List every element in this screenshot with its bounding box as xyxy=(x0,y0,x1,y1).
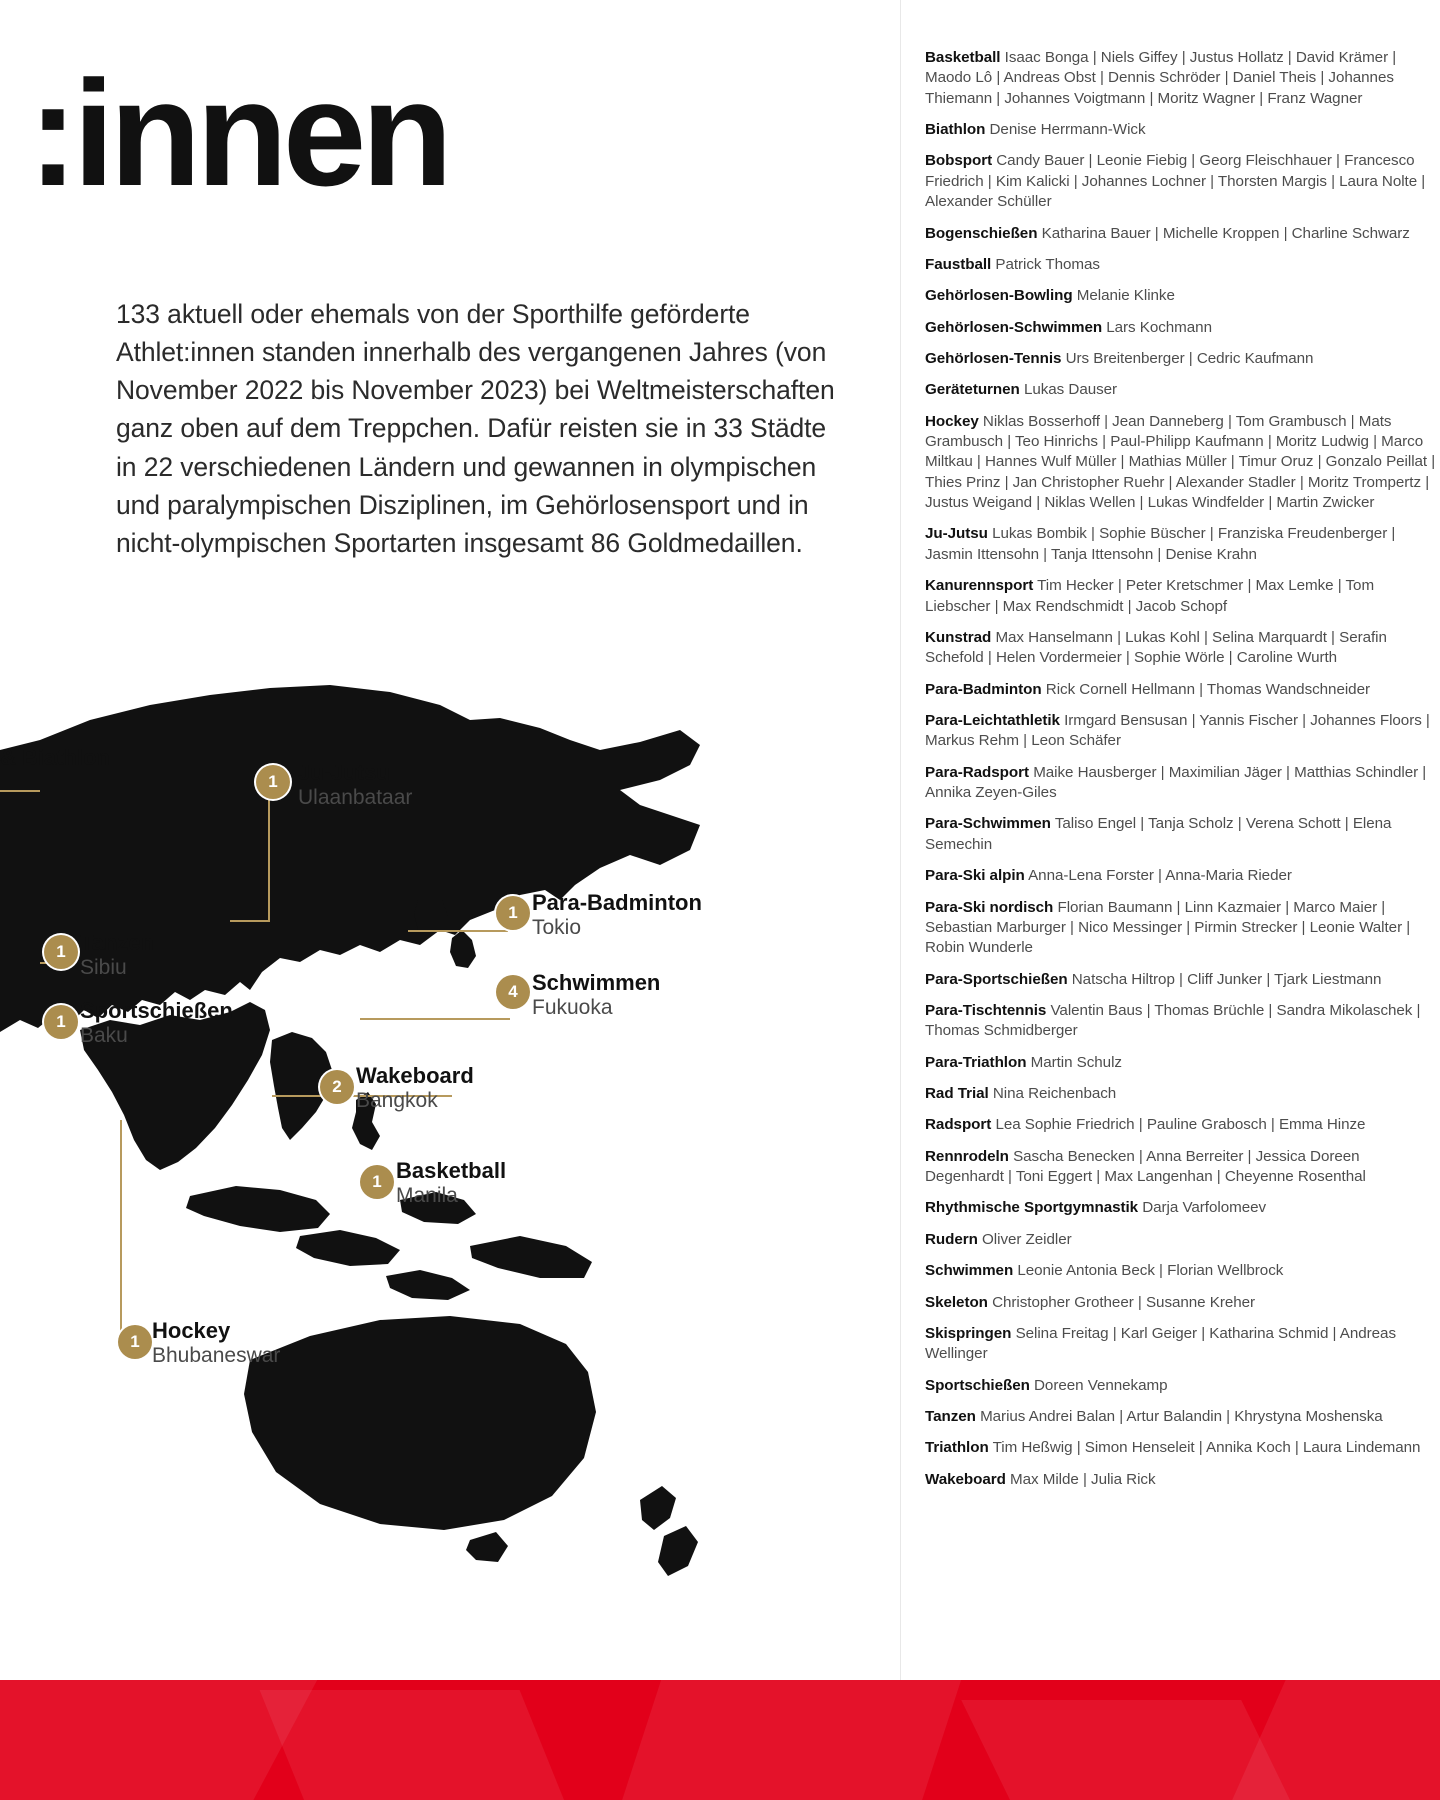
athlete-list-item xyxy=(925,898,1440,959)
athlete-list-item xyxy=(925,1053,1440,1073)
sport-name: Gehörlosen-Bowling xyxy=(925,287,1073,305)
athlete-list-item xyxy=(925,1198,1440,1218)
map-marker-tanzen[interactable] xyxy=(44,935,78,969)
map-marker-count: 4 xyxy=(508,982,518,1001)
sport-name: Wakeboard xyxy=(925,1470,1006,1488)
map-marker-schwimmen[interactable] xyxy=(496,975,530,1009)
sport-name: Faustball xyxy=(925,255,992,273)
map-label-sport: Hockey xyxy=(152,1318,231,1343)
athlete-names: Leonie Antonia Beck | Florian Wellbrock xyxy=(1017,1262,1284,1280)
map-label-para-badminton xyxy=(532,890,702,941)
athlete-names: Doreen Vennekamp xyxy=(1034,1376,1168,1394)
page-title: :innen xyxy=(28,49,448,217)
leader-line xyxy=(408,930,508,932)
sport-name: Para-Triathlon xyxy=(925,1053,1027,1071)
athlete-names: Lukas Bombik | Sophie Büscher | Franziska Freudenberger | Jasmin Ittensohn | Tanja Ittensohn | Denise Krahn xyxy=(925,525,1396,563)
sport-name: Kunstrad xyxy=(925,628,992,646)
athlete-names: Anna-Lena Forster | Anna-Maria Rieder xyxy=(1028,867,1292,885)
athlete-names: Candy Bauer | Leonie Fiebig | Georg Fleischhauer | Francesco Friedrich | Kim Kalicki | Johannes Lochner | Thorsten Margis | Laura Nolte | Alexander Schüller xyxy=(925,152,1426,211)
column-divider xyxy=(900,0,901,1680)
athlete-list-item xyxy=(925,1001,1440,1042)
athlete-names: Selina Freitag | Karl Geiger | Katharina Schmid | Andreas Wellinger xyxy=(925,1324,1396,1363)
athlete-names: Natscha Hiltrop | Cliff Junker | Tjark Liestmann xyxy=(1071,970,1382,988)
map-label-sport: Basketball xyxy=(396,1158,507,1183)
map-marker-count: 1 xyxy=(56,942,66,961)
leader-line xyxy=(268,800,270,920)
sport-name: Biathlon xyxy=(925,121,986,139)
map-label-sport: Ju-Jutsu xyxy=(298,760,390,785)
athlete-names: Isaac Bonga | Niels Giffey | Justus Hollatz | David Krämer | Maodo Lô | Andreas Obst | Dennis Schröder | Daniel Theis | Johannes Thiemann | Johannes Voigtmann | Moritz Wagner | Franz Wagner xyxy=(925,49,1397,107)
sport-name: Ju-Jutsu xyxy=(925,525,988,543)
athlete-list-item xyxy=(925,1438,1440,1458)
athlete-names: Niklas Bosserhoff | Jean Danneberg | Tom Grambusch | Mats Grambusch | Teo Hinrichs | Paul-Philipp Kaufmann | Moritz Ludwig | Marco Miltkau | Hannes Wulf Müller | Mathias Müller | Timur Oruz | Gonzalo Peillat | Thies Prinz | Jan Christopher Ruehr | Alexander Stadler | Moritz Trompertz | Justus Weigand | Niklas Wellen | Lukas Windfelder | Martin Zwicker xyxy=(925,412,1436,512)
athlete-names: Sascha Benecken | Anna Berreiter | Jessica Doreen Degenhardt | Toni Eggert | Max Langenhan | Cheyenne Rosenthal xyxy=(925,1147,1366,1186)
athlete-list-item xyxy=(925,1115,1440,1135)
athlete-names: Lea Sophie Friedrich | Pauline Grabosch | Emma Hinze xyxy=(995,1116,1366,1134)
map-marker-ju-jutsu[interactable] xyxy=(256,765,290,799)
sport-name: Tanzen xyxy=(925,1407,976,1425)
world-map xyxy=(0,600,900,1680)
footer-facet xyxy=(609,1680,971,1800)
map-marker-count: 1 xyxy=(56,1012,66,1031)
athlete-names: Lars Kochmann xyxy=(1106,318,1212,336)
athlete-list-item xyxy=(925,318,1440,338)
sport-name: Para-Radsport xyxy=(925,763,1030,781)
sport-name: Rad Trial xyxy=(925,1085,989,1103)
athlete-list-item xyxy=(925,680,1440,700)
leader-line xyxy=(0,790,40,792)
athlete-list-item xyxy=(925,524,1440,565)
athlete-list-item xyxy=(925,1324,1440,1365)
map-label-city: Fukuoka xyxy=(532,995,613,1019)
map-label-city: Tokio xyxy=(532,915,582,939)
athlete-list-item xyxy=(925,1147,1440,1188)
athlete-list-item xyxy=(925,255,1440,275)
athlete-names: Maike Hausberger | Maximilian Jäger | Matthias Schindler | Annika Zeyen-Giles xyxy=(925,763,1427,802)
map-marker-para-badminton[interactable] xyxy=(496,896,530,930)
athlete-list-item xyxy=(925,1407,1440,1427)
athlete-names: Florian Baumann | Linn Kazmaier | Marco Maier | Sebastian Marburger | Nico Messinger | Pirmin Strecker | Leonie Walter | Robin Wunderle xyxy=(925,898,1411,957)
sport-name: Gehörlosen-Tennis xyxy=(925,349,1062,367)
sport-name: Triathlon xyxy=(925,1439,989,1457)
sport-name: Para-Tischtennis xyxy=(925,1001,1047,1019)
athlete-names: Irmgard Bensusan | Yannis Fischer | Johannes Floors | Markus Rehm | Leon Schäfer xyxy=(925,711,1430,750)
athlete-list-item xyxy=(925,970,1440,990)
sport-name: Radsport xyxy=(925,1116,992,1134)
sport-name: Bogenschießen xyxy=(925,224,1038,242)
athlete-names: Lukas Dauser xyxy=(1023,381,1118,399)
map-label-city: Baku xyxy=(80,1023,128,1047)
athlete-names: Nina Reichenbach xyxy=(992,1085,1117,1103)
athlete-names: Urs Breitenberger | Cedric Kaufmann xyxy=(1065,349,1314,367)
footer-facet xyxy=(260,1690,601,1800)
athlete-names: Tim Hecker | Peter Kretschmer | Max Lemke | Tom Liebscher | Max Rendschmidt | Jacob Schopf xyxy=(925,577,1375,615)
sport-name: Kanurennsport xyxy=(925,577,1034,595)
sport-name: Rennrodeln xyxy=(925,1147,1009,1165)
athlete-list-item xyxy=(925,814,1440,855)
sport-name: Skeleton xyxy=(925,1293,988,1311)
map-label-biathlon xyxy=(0,745,110,771)
athlete-list-item xyxy=(925,120,1440,140)
athlete-names: Christopher Grotheer | Susanne Kreher xyxy=(992,1293,1256,1311)
sport-name: Para-Ski alpin xyxy=(925,867,1025,885)
sport-name: Para-Sportschießen xyxy=(925,970,1068,988)
map-marker-wakeboard[interactable] xyxy=(320,1070,354,1104)
map-label-sport: Sportschießen xyxy=(80,998,233,1023)
map-label-sport: Para-Badminton xyxy=(532,890,702,915)
athlete-list-item xyxy=(925,286,1440,306)
athlete-names: Marius Andrei Balan | Artur Balandin | Khrystyna Moshenska xyxy=(980,1407,1383,1425)
athlete-list-item xyxy=(925,1376,1440,1396)
sport-name: Para-Ski nordisch xyxy=(925,898,1054,916)
athlete-list-item xyxy=(925,763,1440,804)
sport-name: Skispringen xyxy=(925,1324,1012,1342)
sport-name: Para-Schwimmen xyxy=(925,815,1051,833)
map-label-basketball xyxy=(396,1158,506,1209)
leader-line xyxy=(230,920,270,922)
map-marker-count: 1 xyxy=(130,1332,140,1351)
athlete-names: Oliver Zeidler xyxy=(982,1230,1072,1248)
map-marker-count: 1 xyxy=(508,903,518,922)
map-label-wakeboard xyxy=(356,1063,474,1114)
map-label-sport: Tanzen xyxy=(80,930,155,955)
athlete-list-item xyxy=(925,1293,1440,1313)
sport-name: Gehörlosen-Schwimmen xyxy=(925,318,1103,336)
map-marker-basketball[interactable] xyxy=(360,1165,394,1199)
map-label-tanzen xyxy=(80,930,154,981)
athlete-names: Patrick Thomas xyxy=(995,255,1100,273)
map-label-sport: Wakeboard xyxy=(356,1063,474,1088)
sport-name: Rudern xyxy=(925,1230,978,1248)
athlete-names: Max Hanselmann | Lukas Kohl | Selina Marquardt | Serafin Schefold | Helen Vordermeier | Sophie Wörle | Caroline Wurth xyxy=(925,628,1387,667)
footer-band xyxy=(0,1680,1440,1800)
leader-line xyxy=(360,1018,510,1020)
athlete-names: Tim Heßwig | Simon Henseleit | Annika Koch | Laura Lindemann xyxy=(992,1439,1421,1457)
sport-name: Hockey xyxy=(925,412,979,430)
map-label-sportschiessen xyxy=(80,998,233,1049)
athlete-list-item xyxy=(925,48,1440,109)
athlete-list-item xyxy=(925,380,1440,400)
map-label-sport: Schwimmen xyxy=(532,970,661,995)
athlete-list-item xyxy=(925,1084,1440,1104)
athlete-names: Melanie Klinke xyxy=(1076,287,1175,305)
map-label-city: Manila xyxy=(396,1183,458,1207)
sport-name: Para-Badminton xyxy=(925,680,1042,698)
map-label-city: Bangkok xyxy=(356,1088,438,1112)
map-label-city: Ulaanbataar xyxy=(298,785,413,809)
map-marker-count: 2 xyxy=(332,1077,342,1096)
athlete-names: Katharina Bauer | Michelle Kroppen | Charline Schwarz xyxy=(1041,224,1410,242)
sport-name: Bobsport xyxy=(925,152,993,170)
athlete-names: Martin Schulz xyxy=(1030,1053,1122,1071)
sport-name: Rhythmische Sportgymnastik xyxy=(925,1199,1139,1217)
map-label-schwimmen xyxy=(532,970,660,1021)
sport-name: Para-Leichtathletik xyxy=(925,711,1060,729)
athlete-list xyxy=(925,48,1440,1668)
map-label-hockey xyxy=(152,1318,280,1369)
leader-line xyxy=(120,1120,122,1350)
map-label-city: Sibiu xyxy=(80,955,127,979)
map-label-ju-jutsu xyxy=(298,760,412,811)
athlete-list-item xyxy=(925,866,1440,886)
athlete-list-item xyxy=(925,628,1440,669)
athlete-list-item xyxy=(925,1261,1440,1281)
athlete-list-item xyxy=(925,576,1440,617)
athlete-names: Rick Cornell Hellmann | Thomas Wandschneider xyxy=(1045,680,1370,698)
athlete-list-item xyxy=(925,151,1440,212)
athlete-list-item xyxy=(925,1470,1440,1490)
map-label-city: Bhubaneswar xyxy=(152,1343,281,1367)
athlete-list-item xyxy=(925,349,1440,369)
athlete-names: Darja Varfolomeev xyxy=(1142,1199,1267,1217)
athlete-names: Taliso Engel | Tanja Scholz | Verena Schott | Elena Semechin xyxy=(925,815,1392,853)
intro-paragraph: 133 aktuell oder ehemals von der Sporthilfe geförderte Athlet:innen standen innerhalb des vergangenen Jahres (von November 2022 bis November 2023) bei Weltmeisterschaften ganz oben auf dem Treppchen. Dafür reisten sie in 33 Städte in 22 verschiedenen Ländern und gewannen in olympischen und paralympischen Disziplinen, im Gehörlosensport und in nicht-olympischen Sportarten insgesamt 86 Goldmedaillen. xyxy=(116,299,835,558)
athlete-names: Denise Herrmann-Wick xyxy=(989,121,1146,139)
athlete-names: Valentin Baus | Thomas Brüchle | Sandra Mikolaschek | Thomas Schmidberger xyxy=(925,1001,1421,1040)
athlete-list-item xyxy=(925,1230,1440,1250)
athlete-list-item xyxy=(925,412,1440,514)
sport-name: Geräteturnen xyxy=(925,381,1020,399)
map-marker-count: 1 xyxy=(372,1172,382,1191)
sport-name: Schwimmen xyxy=(925,1262,1014,1280)
map-landmass-svg xyxy=(0,600,900,1680)
map-marker-hockey[interactable] xyxy=(118,1325,152,1359)
map-marker-sportschiessen[interactable] xyxy=(44,1005,78,1039)
map-marker-count: 1 xyxy=(268,772,278,791)
map-label-sport: & Biathlon xyxy=(0,745,110,770)
athlete-list-item xyxy=(925,224,1440,244)
athlete-list-item xyxy=(925,711,1440,752)
athlete-names: Max Milde | Julia Rick xyxy=(1010,1470,1156,1488)
sport-name: Basketball xyxy=(925,49,1001,66)
sport-name: Sportschießen xyxy=(925,1376,1030,1394)
